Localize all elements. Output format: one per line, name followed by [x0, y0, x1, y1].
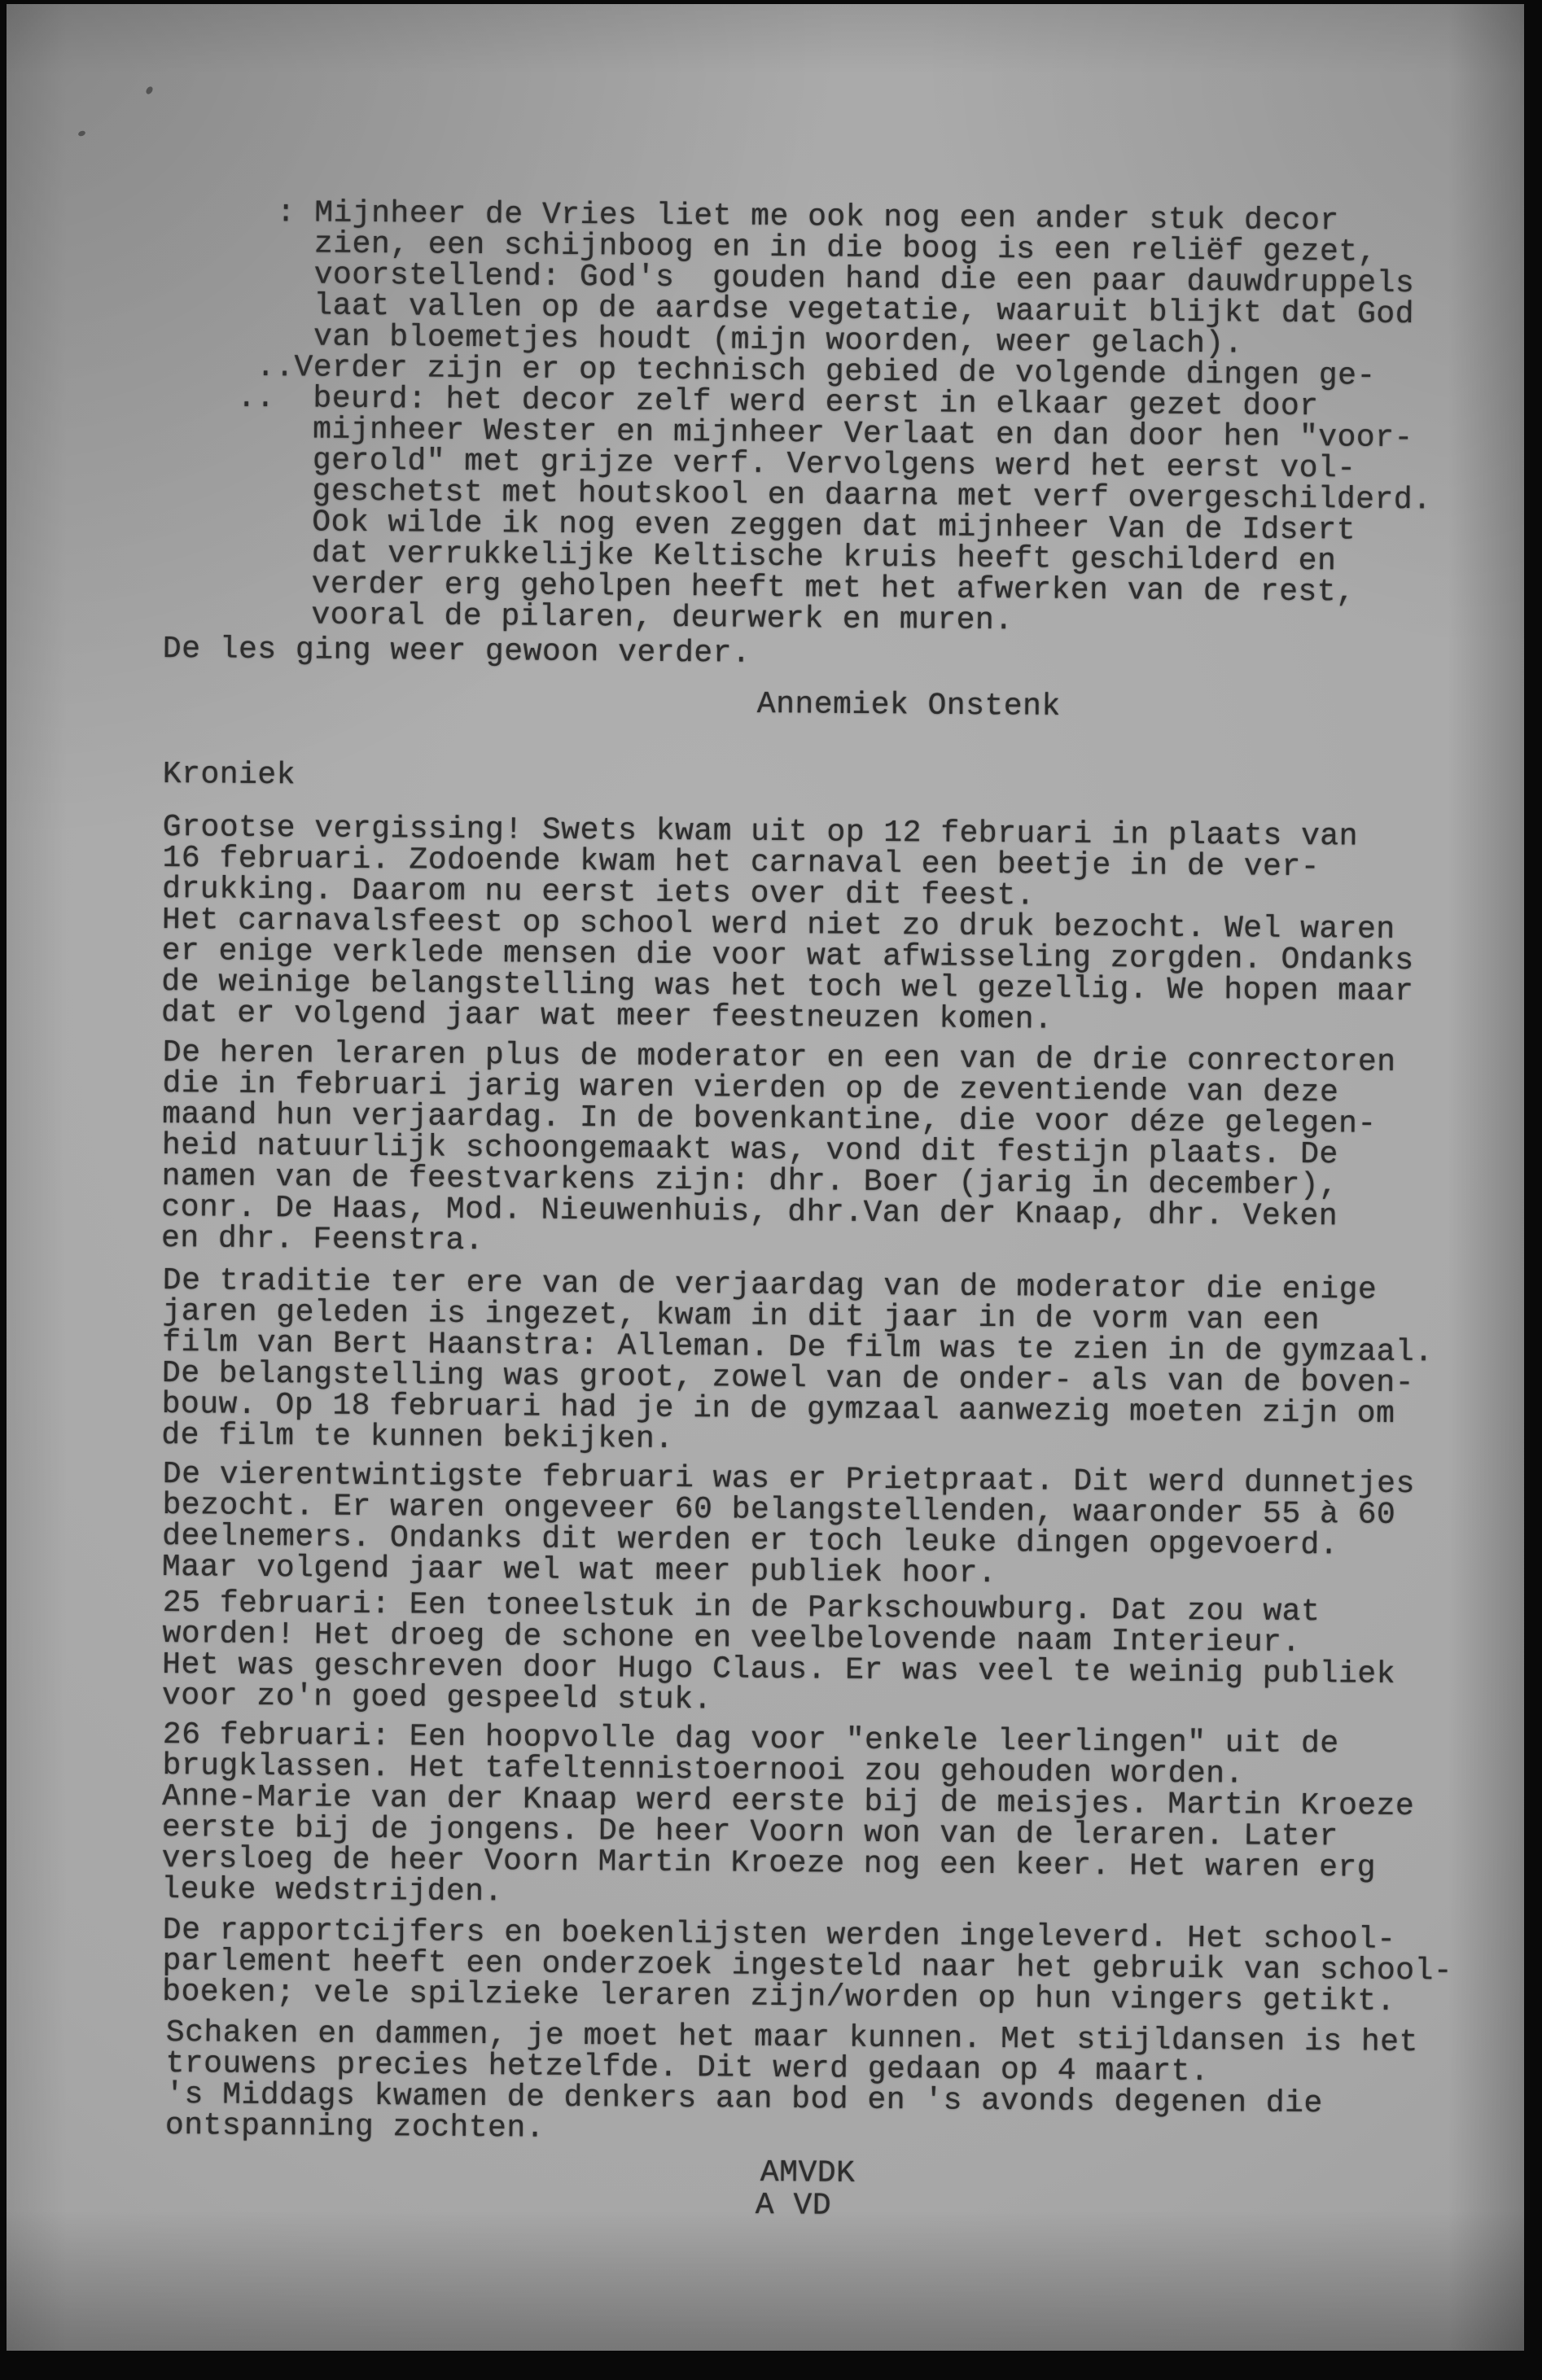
- chronicle-initials-line1: AMVDK: [760, 2155, 856, 2191]
- chronicle-initials-line2: A VD: [755, 2188, 832, 2224]
- report-signature: Annemiek Onstenk: [756, 687, 1061, 724]
- paper-sheet: [7, 4, 1524, 2351]
- kroniek-paragraph-1: Grootse vergissing! Swets kwam uit op 12 februari in plaats van 16 februari. Zodoende kwam het carnaval een beetje in de ver- drukking. Daarom nu eerst iets over dit feest. Het carnavalsfeest op school werd niet zo druk bezocht. Wel waren er enige verklede mensen die voor wat afwisseling zorgden. Ondanks de weinige belangstelling was het toch wel gezellig. We hopen maar dat er volgend jaar wat meer feestneuzen komen.: [160, 810, 1414, 1038]
- scan-speck: [77, 130, 86, 138]
- kroniek-paragraph-4: De vierentwintigste februari was er Prietpraat. Dit werd dunnetjes bezocht. Er waren ongeveer 60 belangstellenden, waaronder 55 à 60 deelnemers. Ondanks dit werden er toch leuke dingen opgevoerd. Maar volgend jaar wel wat meer publiek hoor.: [161, 1457, 1416, 1592]
- kroniek-paragraph-2: De heren leraren plus de moderator en een van de drie conrectoren die in februari jarig waren vierden op de zeventiende van deze maand hun verjaardag. In de bovenkantine, die voor déze gelegen- heid natuurlijk schoongemaakt was, vond dit festijn plaats. De namen van de feestvarkens zijn: dhr. Boer (jarig in december), conr. De Haas, Mod. Nieuwenhuis, dhr.Van der Knaap, dhr. Veken en dhr. Feenstra.: [160, 1035, 1396, 1259]
- kroniek-paragraph-8: Schaken en dammen, je moet het maar kunnen. Met stijldansen is het trouwens precies hetzelfde. Dit werd gedaan op 4 maart. 's Middags kwamen de denkers aan bod en 's avonds degenen die ontspanning zochten.: [164, 2015, 1419, 2146]
- kroniek-paragraph-3: De traditie ter ere van de verjaardag van de moderator die enige jaren geleden is ingezet, kwam in dit jaar in de vorm van een film van Bert Haanstra: Alleman. De film was te zien in de gymzaal. De belangstelling was groot, zowel van de onder- als van de boven- bouw. Op 18 februari had je in de gymzaal aanwezig moeten zijn om de film te kunnen bekijken.: [161, 1263, 1434, 1457]
- report-body-text: : Mijnheer de Vries liet me ook nog een ander stuk decor zien, een schijnboog en in die boog is een reliëf gezet, voorstellend: God's gouden hand die een paar dauwdruppels laat vallen op de aardse vegetatie, waaruit blijkt dat God van bloemetjes houdt (mijn woorden, weer gelach). ..Verder zijn er op technisch gebied de volgende dingen ge- .. beurd: het decor zelf werd eerst in elkaar gezet door mijnheer Wester en mijnheer Verlaat en dan door hen "voor- gerold" met grijze verf. Vervolgens werd het eerst vol- geschetst met houtskool en daarna met verf overgeschilderd. Ook wilde ik nog even zeggen dat mijnheer Van de Idsert dat verrukkelijke Keltische kruis heeft geschilderd en verder erg geholpen heeft met het afwerken van de rest, vooral de pilaren, deurwerk en muren.: [159, 195, 1432, 639]
- kroniek-paragraph-6: 26 februari: Een hoopvolle dag voor "enkele leerlingen" uit de brugklassen. Het tafeltennistoernooi zou gehouden worden. Anne-Marie van der Knaap werd eerste bij de meisjes. Martin Kroeze eerste bij de jongens. De heer Voorn won van de leraren. Later versloeg de heer Voorn Martin Kroeze nog een keer. Het waren erg leuke wedstrijden.: [161, 1717, 1415, 1910]
- kroniek-heading: Kroniek: [162, 757, 296, 794]
- scan-speck: [145, 85, 154, 95]
- report-closing-line: De les ging weer gewoon verder.: [162, 632, 751, 672]
- kroniek-paragraph-7: De rapportcijfers en boekenlijsten werden ingeleverd. Het school- parlement heeft een onderzoek ingesteld naar het gebruik van school- boeken; vele spilzieke leraren zijn/worden op hun vingers getikt.: [162, 1913, 1453, 2019]
- kroniek-paragraph-5: 25 februari: Een toneelstuk in de Parkschouwburg. Dat zou wat worden! Het droeg de schone en veelbelovende naam Interieur. Het was geschreven door Hugo Claus. Er was veel te weinig publiek voor zo'n goed gespeeld stuk.: [161, 1586, 1396, 1718]
